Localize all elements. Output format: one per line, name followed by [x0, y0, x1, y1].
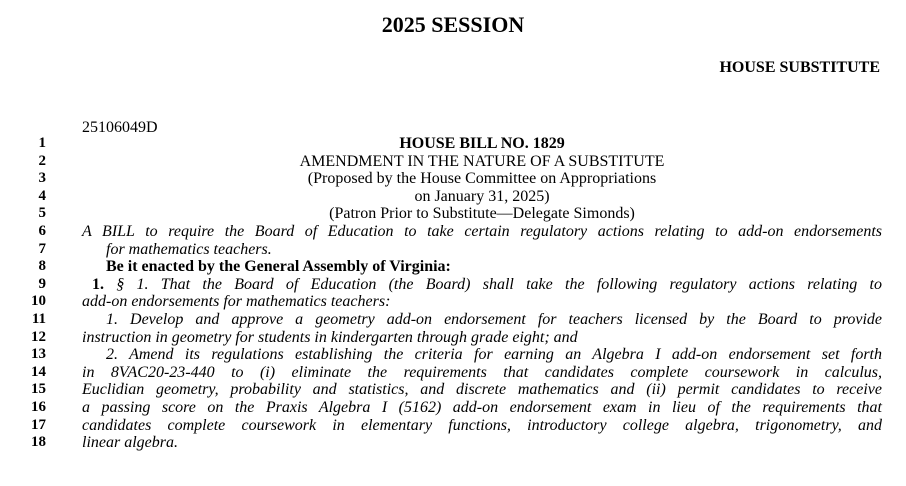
- bill-line: [0, 381, 906, 399]
- item-text: 1. Develop and approve a geometry add-on endorsement for teachers licensed by the Board to provide: [106, 310, 882, 328]
- line-number: 1: [38, 135, 46, 151]
- line-number: 8: [38, 258, 46, 275]
- bill-line: [0, 153, 906, 171]
- line-number: 4: [38, 187, 46, 204]
- item-text: linear algebra.: [82, 434, 178, 452]
- item-text: a passing score on the Praxis Algebra I (5162) add-on endorsement exam in lieu of the requirements that: [82, 398, 882, 416]
- bill-title: A BILL to require the Board of Education to take certain regulatory actions relating to add-on endorsements: [82, 222, 882, 240]
- document-number: 25106049D: [82, 119, 158, 136]
- proposed-by: (Proposed by the House Committee on Appropriations: [307, 170, 657, 188]
- item-text: candidates complete coursework in elementary functions, introductory college algebra, trigonometry, and: [82, 416, 882, 434]
- bill-line: [0, 223, 906, 241]
- bill-line: [0, 205, 906, 223]
- line-number: 2: [38, 152, 46, 169]
- bill-text: [0, 135, 906, 452]
- proposed-date: on January 31, 2025): [414, 187, 550, 205]
- item-text: instruction in geometry for students in kindergarten through grade eight; and: [82, 328, 578, 346]
- bill-line: [0, 188, 906, 206]
- patron: (Patron Prior to Substitute—Delegate Simonds): [329, 205, 635, 223]
- bill-line: [0, 241, 906, 259]
- section-text: [92, 276, 882, 294]
- line-number: 14: [31, 363, 46, 380]
- bill-line: [0, 417, 906, 435]
- section-body: § 1. That the Board of Education (the Board) shall take the following regulatory actions relating to: [116, 275, 882, 293]
- session-title: 2025 SESSION: [381, 12, 525, 37]
- line-number: 7: [38, 240, 46, 257]
- line-number: 5: [38, 205, 46, 222]
- bill-number: HOUSE BILL NO. 1829: [399, 135, 565, 152]
- line-number: 16: [31, 398, 46, 415]
- bill-title-continued: for mathematics teachers.: [106, 240, 272, 258]
- section-prefix: 1.: [92, 275, 104, 293]
- item-text: in 8VAC20-23-440 to (i) eliminate the requirements that candidates complete coursework in calculus,: [82, 363, 882, 381]
- bill-line: [0, 170, 906, 188]
- line-number: 11: [31, 310, 46, 327]
- line-number: 6: [38, 222, 46, 239]
- bill-line: [0, 311, 906, 329]
- item-text: 2. Amend its regulations establishing the criteria for earning an Algebra I add-on endorsement set forth: [106, 346, 882, 364]
- bill-line: [0, 258, 906, 276]
- bill-line: [0, 346, 906, 364]
- line-number: 3: [38, 170, 46, 187]
- enacting-clause: Be it enacted by the General Assembly of Virginia:: [106, 258, 451, 276]
- section-text: add-on endorsements for mathematics teachers:: [82, 293, 391, 311]
- line-number: 13: [31, 346, 46, 363]
- bill-line: [0, 135, 906, 153]
- item-text: Euclidian geometry, probability and statistics, and discrete mathematics and (ii) permit candidates to receive: [82, 381, 882, 399]
- line-number: 18: [31, 434, 46, 451]
- line-number: 10: [31, 293, 46, 310]
- bill-line: [0, 434, 906, 452]
- bill-line: [0, 276, 906, 294]
- bill-line: [0, 293, 906, 311]
- house-substitute-label: HOUSE SUBSTITUTE: [719, 59, 880, 76]
- line-number: 15: [31, 381, 46, 398]
- bill-line: [0, 364, 906, 382]
- line-number: 17: [31, 416, 46, 433]
- amendment-heading: AMENDMENT IN THE NATURE OF A SUBSTITUTE: [299, 152, 665, 170]
- line-number: 12: [31, 328, 46, 345]
- bill-line: [0, 329, 906, 347]
- line-number: 9: [38, 275, 46, 292]
- bill-line: [0, 399, 906, 417]
